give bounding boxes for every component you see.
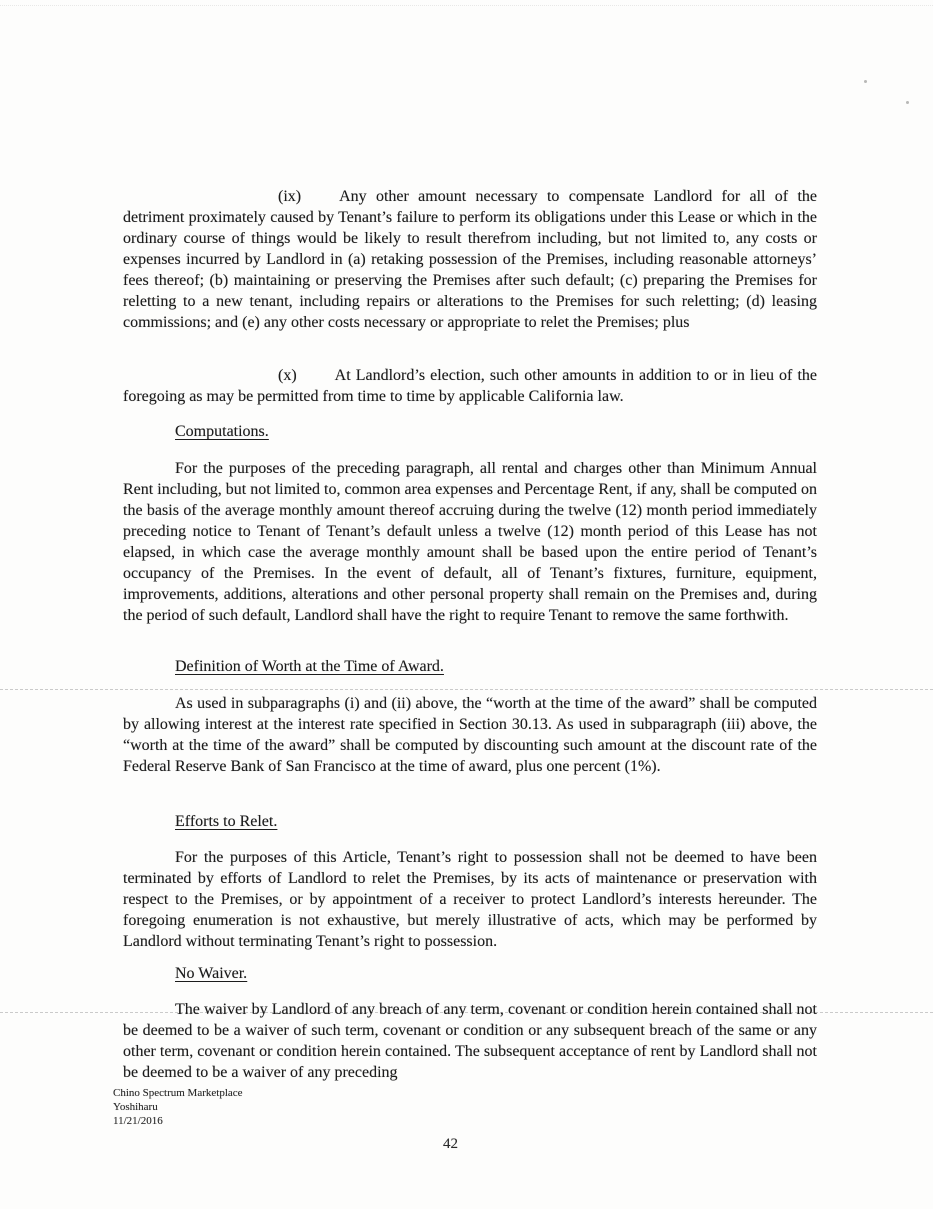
footer-block [113, 1086, 243, 1128]
scan-speck [864, 80, 867, 83]
paragraph-efforts-to-relet: For the purposes of this Article, Tenant’s right to possession shall not be deemed to have been terminated by efforts of Landlord to relet the Premises, by its acts of maintenance or preservation with respect to the Premises, or by appointment of a receiver to protect Landlord’s interests hereunder. The foregoing enumeration is not exhaustive, but merely illustrative of acts, which may be performed by Landlord without terminating Tenant’s right to possession. [123, 849, 817, 950]
paragraph-ix [123, 186, 817, 333]
scan-speck [906, 101, 909, 104]
paragraph-x-text: At Landlord’s election, such other amounts in addition to or in lieu of the foregoing as may be permitted from time to time by applicable California law. [123, 367, 817, 405]
footer-date: 11/21/2016 [113, 1115, 163, 1127]
heading-computations: Computations. [175, 423, 269, 440]
paragraph-ix-number: (ix) [278, 188, 302, 205]
paragraph-x-number: (x) [278, 367, 297, 384]
paragraph-no-waiver: The waiver by Landlord of any breach of any term, covenant or condition herein contained shall not be deemed to be a waiver of such term, covenant or condition or any subsequent breach of the same or any other term, covenant or condition herein contained. The subsequent acceptance of rent by Landlord shall not be deemed to be a waiver of any preceding [123, 1001, 817, 1081]
footer-project-name: Chino Spectrum Marketplace [113, 1087, 243, 1099]
heading-no-waiver: No Waiver. [175, 965, 248, 982]
footer-author: Yoshiharu [113, 1101, 158, 1113]
paragraph-definition-of-worth: As used in subparagraphs (i) and (ii) above, the “worth at the time of the award” shall be computed by allowing interest at the interest rate specified in Section 30.13. As used in subparagraph (iii) above, the “worth at the time of the award” shall be computed by discounting such amount at the discount rate of the Federal Reserve Bank of San Francisco at the time of award, plus one percent (1%). [123, 695, 817, 775]
paragraph-x [123, 365, 817, 407]
paragraph-computations: For the purposes of the preceding paragraph, all rental and charges other than Minimum Annual Rent including, but not limited to, common area expenses and Percentage Rent, if any, shall be computed on the basis of the average monthly amount thereof accruing during the twelve (12) month period immediately preceding notice to Tenant of Tenant’s default unless a twelve (12) month period of this Lease has not elapsed, in which case the average monthly amount shall be based upon the entire period of Tenant’s occupancy of the Premises. In the event of default, all of Tenant’s fixtures, furniture, equipment, improvements, additions, alterations and other personal property shall remain on the Premises and, during the period of such default, Landlord shall have the right to require Tenant to remove the same forthwith. [123, 460, 817, 624]
scan-artifact-line-middle [0, 689, 933, 690]
heading-definition-of-worth: Definition of Worth at the Time of Award. [175, 658, 444, 675]
scan-artifact-line-top [0, 5, 933, 6]
page-number: 42 [443, 1136, 458, 1152]
heading-efforts-to-relet: Efforts to Relet. [175, 813, 278, 830]
paragraph-ix-text: Any other amount necessary to compensate Landlord for all of the detriment proximately caused by Tenant’s failure to perform its obligations under this Lease or which in the ordinary course of things would be likely to result therefrom including, but not limited to, any costs or expenses incurred by Landlord in (a) retaking possession of the Premises, including reasonable attorneys’ fees thereof; (b) maintaining or preserving the Premises after such default; (c) preparing the Premises for reletting to a new tenant, including repairs or alterations to the Premises for such reletting; (d) leasing commissions; and (e) any other costs necessary or appropriate to relet the Premises; plus [123, 188, 817, 331]
